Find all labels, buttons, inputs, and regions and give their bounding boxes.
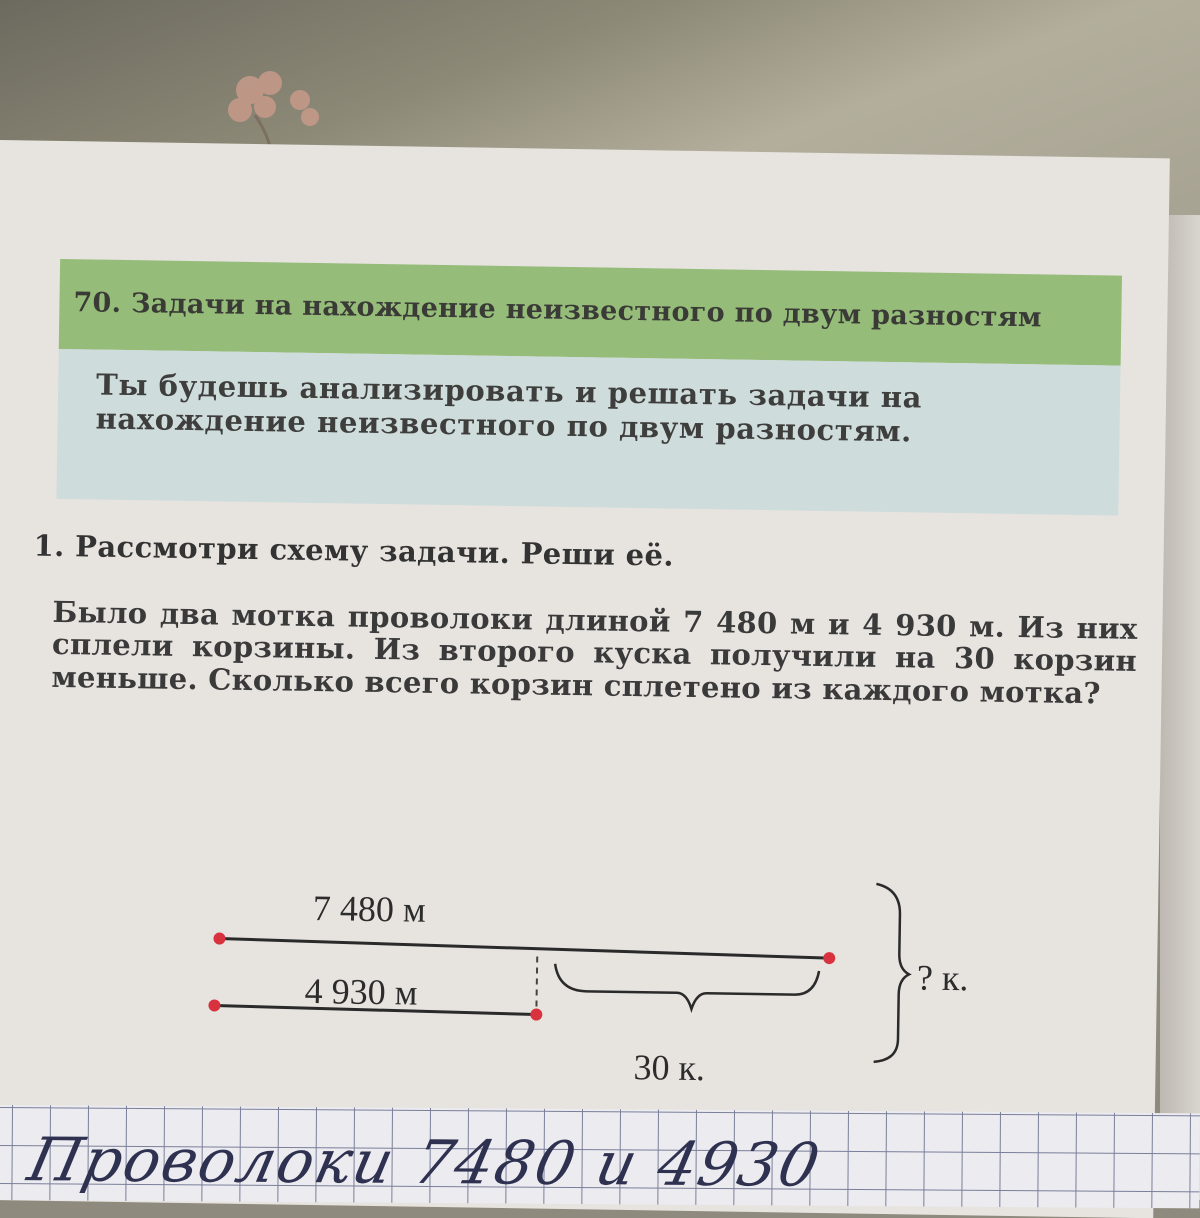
total-label: ? к.	[916, 957, 969, 999]
task-heading: 1. Рассмотри схему задачи. Реши её.	[33, 528, 675, 573]
top-length-label: 7 480 м	[312, 888, 427, 930]
difference-label: 30 к.	[633, 1047, 706, 1089]
difference-brace	[554, 964, 819, 1011]
top-end-point	[823, 952, 835, 964]
bottom-start-point	[208, 999, 220, 1011]
task-diagram	[0, 140, 1170, 1218]
notebook-grid-paper	[0, 1105, 1200, 1208]
lesson-goal: Ты будешь анализировать и решать задачи на нахождение неизвестного по двум разностям.	[95, 367, 923, 449]
textbook-page	[0, 140, 1170, 1218]
handwritten-answer: Проволоки 7480 и 4930	[21, 1125, 828, 1201]
bottom-end-point	[530, 1008, 542, 1020]
top-start-point	[213, 932, 225, 944]
top-segment	[219, 939, 829, 959]
task-text: Было два мотка проволоки длиной 7 480 м и 4 930 м. Из них сплели корзины. Из второго куска получили на 30 корзин меньше. Сколько всего корзин сплетено из каждого мотка?	[51, 594, 1138, 711]
bottom-length-label: 4 930 м	[304, 970, 418, 1013]
lesson-title: 70. Задачи на нахождение неизвестного по двум разностям	[73, 287, 1042, 334]
dashed-marker	[536, 957, 537, 1015]
total-brace	[874, 884, 911, 1063]
